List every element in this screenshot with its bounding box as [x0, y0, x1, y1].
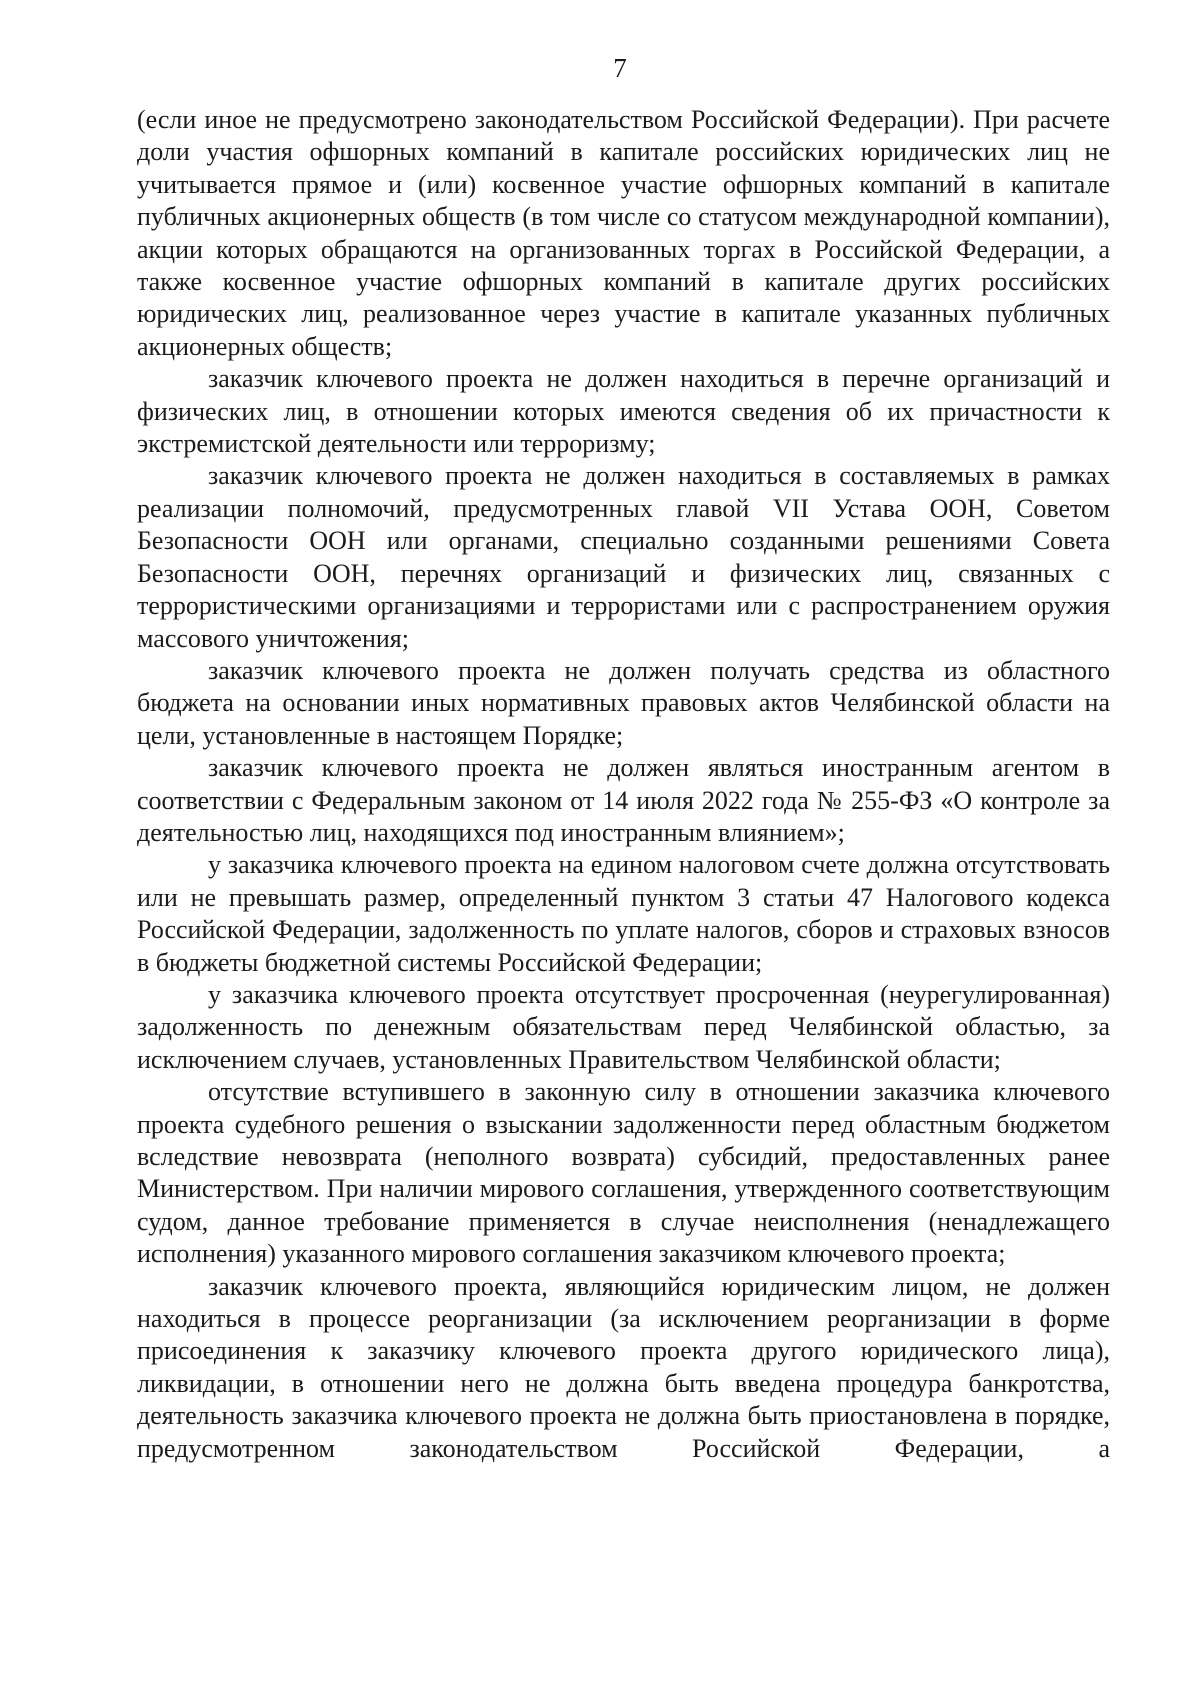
paragraph-reorganization: заказчик ключевого проекта, являющийся юридическим лицом, не должен находиться в процессе реорганизации (за исключением реорганизации в форме присоединения к заказчику ключевого проекта другого юридического лица), ликвидации, в отношении него не должна быть введена процедура банкротства, деятельность заказчика ключевого проекта не должна быть приостановлена в порядке, предусмотренном законодательством Российской Федерации, а — [137, 1271, 1110, 1463]
paragraph-continuation: (если иное не предусмотрено законодательством Российской Федерации). При расчете доли участия офшорных компаний в капитале российских юридических лиц не учитывается прямое и (или) косвенное участие офшорных компаний в капитале публичных акционерных обществ (в том числе со статусом международной компании), акции которых обращаются на организованных торгах в Российской Федерации, а также косвенное участие офшорных компаний в капитале других российских юридических лиц, реализованное через участие в капитале указанных публичных акционерных обществ; — [137, 105, 1110, 361]
page-number: 7 — [613, 53, 627, 83]
paragraph-court-decision: отсутствие вступившего в законную силу в отношении заказчика ключевого проекта судебного решения о взыскании задолженности перед областным бюджетом вследствие невозврата (неполного возврата) субсидий, предоставленных ранее Министерством. При наличии мирового соглашения, утвержденного соответствующим судом, данное требование применяется в случае неисполнения (ненадлежащего исполнения) указанного мирового соглашения заказчиком ключевого проекта; — [137, 1077, 1110, 1269]
paragraph-tax-debt: у заказчика ключевого проекта на едином налоговом счете должна отсутствовать или не превышать размер, определенный пунктом 3 статьи 47 Налогового кодекса Российской Федерации, задолженность по уплате налогов, сборов и страховых взносов в бюджеты бюджетной системы Российской Федерации; — [137, 850, 1110, 977]
paragraph-foreign-agent: заказчик ключевого проекта не должен являться иностранным агентом в соответствии с Федеральным законом от 14 июля 2022 года № 255-ФЗ «О контроле за деятельностью лиц, находящихся под иностранным влиянием»; — [137, 753, 1110, 847]
paragraph-overdue-debt: у заказчика ключевого проекта отсутствует просроченная (неурегулированная) задолженность по денежным обязательствам перед Челябинской областью, за исключением случаев, установленных Правительством Челябинской области; — [137, 979, 1110, 1074]
document-body — [137, 104, 1110, 1465]
paragraph-budget-funds: заказчик ключевого проекта не должен получать средства из областного бюджета на основании иных нормативных правовых актов Челябинской области на цели, установленные в настоящем Порядке; — [137, 655, 1110, 750]
paragraph-un-lists: заказчик ключевого проекта не должен находиться в составляемых в рамках реализации полномочий, предусмотренных главой VII Устава ООН, Советом Безопасности ООН или органами, специально созданными решениями Совета Безопасности ООН, перечнях организаций и физических лиц, связанных с террористическими организациями и террористами или с распространением оружия массового уничтожения; — [137, 461, 1110, 653]
paragraph-extremism-list: заказчик ключевого проекта не должен находиться в перечне организаций и физических лиц, в отношении которых имеются сведения об их причастности к экстремистской деятельности или терроризму; — [137, 364, 1110, 459]
